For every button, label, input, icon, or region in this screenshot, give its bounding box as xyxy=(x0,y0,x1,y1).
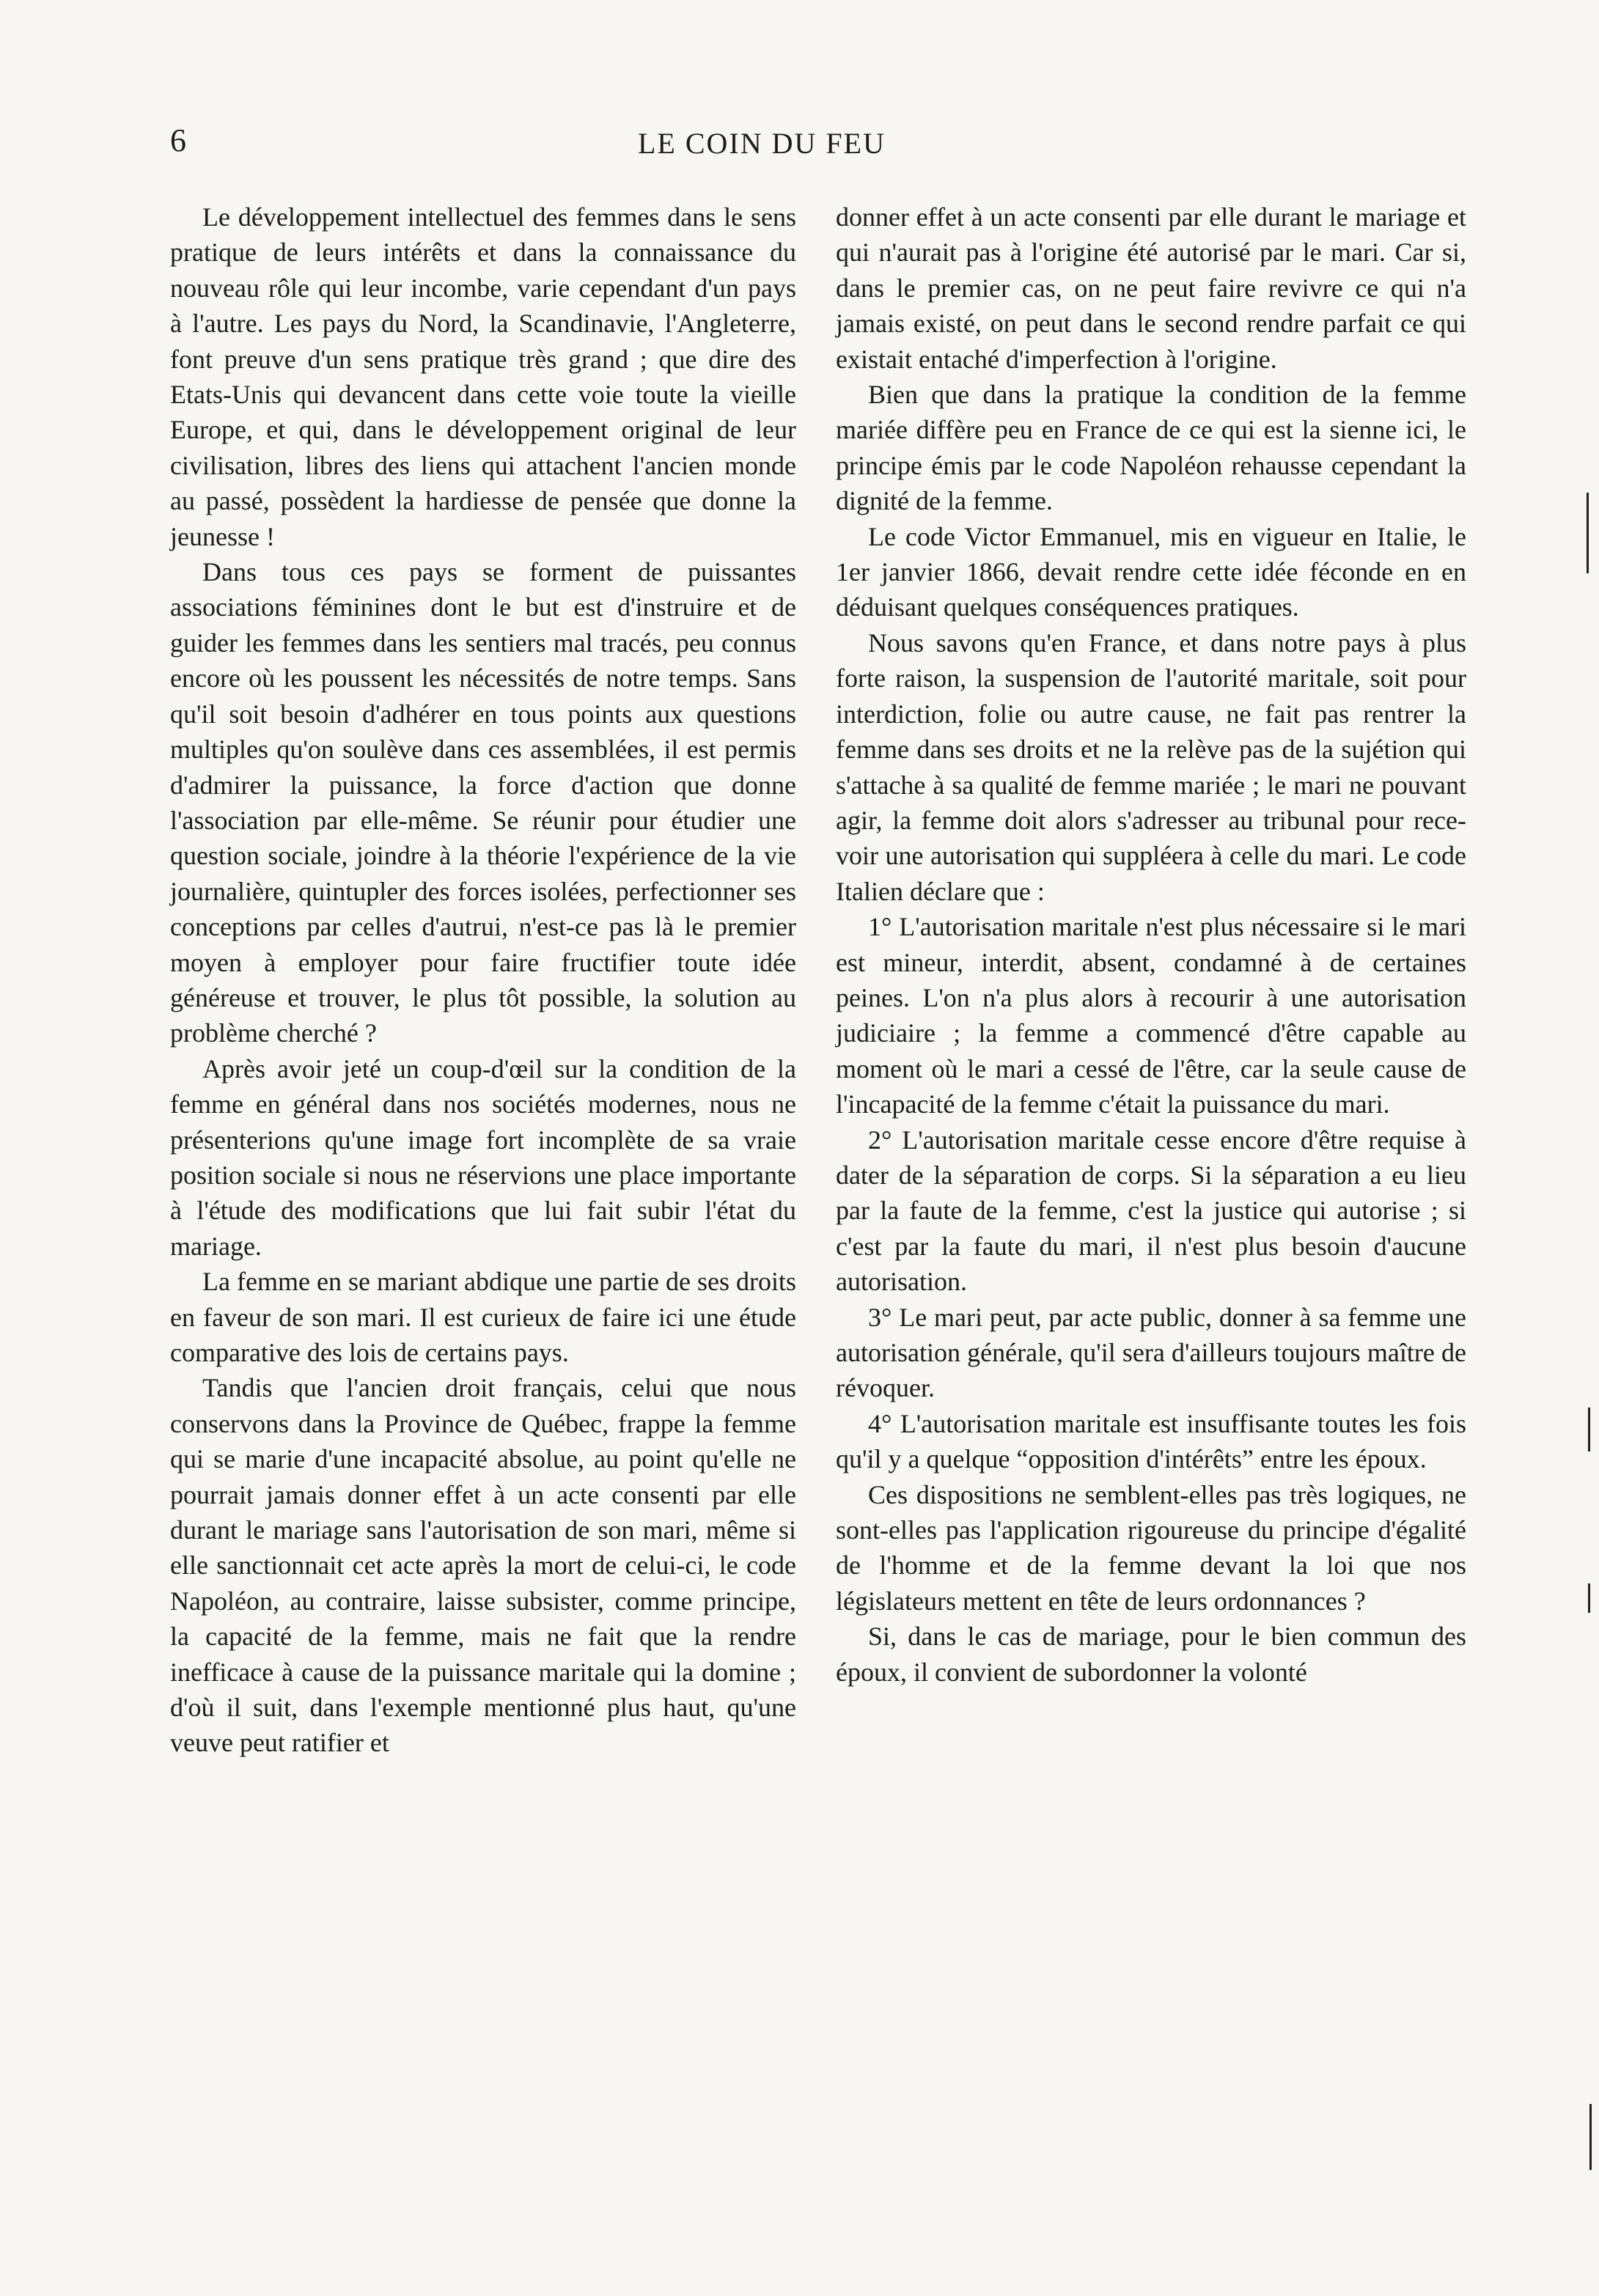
paragraph-continued: donner effet à un acte consenti par elle durant le mariage et qui n'aurait pas à l'origine été autorisé par le mari. Car si, dans le premier cas, on ne peut faire revivre ce qui n'a jamais existé, on peut dans le second rendre parfait ce qui existait entaché d'imperfection à l'origine. xyxy=(836,202,1466,374)
left-column xyxy=(170,199,796,1761)
edge-mark xyxy=(1588,1583,1590,1613)
list-item: 3° Le mari peut, par acte public, donner à sa femme une autorisation générale, qu'il sera d'ailleurs toujours maître de révoquer. xyxy=(836,1302,1466,1403)
list-item: 1° L'autorisation maritale n'est plus nécessaire si le mari est mineur, interdit, absent, condamné à de certaines peines. L'on n'a plus alors à recourir à une autorisation judiciaire ; la femme a commencé d'être capable au moment où le mari a cessé de l'être, car la seule cause de l'incapacité de la femme c'était la puissance du mari. xyxy=(836,912,1466,1119)
running-title: LE COIN DU FEU xyxy=(638,127,886,160)
paragraph: Le code Victor Emmanuel, mis en vigueur en Italie, le 1er janvier 1866, devait rendre cette idée féconde en en déduisant quelques conséquences pratiques. xyxy=(836,521,1466,622)
list-item: 4° L'autorisation maritale est insuffisante toutes les fois qu'il y a quelque “opposition d'intérêts” entre les époux. xyxy=(836,1408,1466,1474)
paragraph: Le développement intellectuel des femmes dans le sens pratique de leurs intérêts et dans la connaissance du nouveau rôle qui leur incombe, varie cependant d'un pays à l'autre. Les pays du Nord, la Scandinavie, l'Angleterre, font preuve d'un sens pratique très grand ; que dire des Etats-Unis qui devancent dans cette voie toute la vieille Europe, et qui, dans le développement original de leur civilisation, libres des liens qui attachent l'ancien monde au passé, possèdent la hardiesse de pensée que donne la jeunesse ! xyxy=(170,202,796,551)
paragraph: Bien que dans la pratique la condition de la femme mariée diffère peu en France de ce qui est la sienne ici, le principe émis par le code Napoléon rehausse cependant la dignité de la femme. xyxy=(836,380,1466,516)
paragraph: Tandis que l'ancien droit français, celui que nous conservons dans la Province de Québec, frappe la femme qui se marie d'une incapacité absolue, au point qu'elle ne pourrait jamais donner effet à un acte consenti par elle durant le mariage sans l'autorisation de son mari, même si elle sanctionnait cet acte après la mort de celui-ci, le code Napoléon, au contraire, laisse subsister, comme principe, la capacité de la femme, mais ne fait que la rendre inefficace à cause de la puissance maritale qui la domine ; d'où il suit, dans l'exemple mentionné plus haut, qu'une veuve peut ratifier et xyxy=(170,1373,796,1758)
paragraph: Ces dispositions ne semblent-elles pas très logiques, ne sont-elles pas l'application rigoureuse du principe d'égalité de l'homme et de la femme devant la loi que nos législateurs mettent en tête de leurs ordonnances ? xyxy=(836,1479,1466,1616)
list-item: 2° L'autorisation maritale cesse encore d'être requise à dater de la séparation de corps. Si la séparation a eu lieu par la faute de la femme, c'est la justice qui autorise ; si c'est par la faute du mari, il n'est plus besoin d'aucune autorisation. xyxy=(836,1125,1466,1297)
page-number: 6 xyxy=(170,122,186,158)
paragraph: Nous savons qu'en France, et dans notre pays à plus forte raison, la suspension de l'autorité maritale, soit pour interdiction, folie ou autre cause, ne fait pas rentrer la femme dans ses droits et ne la relève pas de la sujétion qui s'attache à sa qualité de femme mariée ; le mari ne pouvant agir, la femme doit alors s'adresser au tribunal pour recevoir une autorisation qui suppléera à celle du mari. Le code Italien déclare que : xyxy=(836,628,1466,906)
edge-mark xyxy=(1587,493,1589,573)
edge-mark xyxy=(1589,2104,1592,2170)
paragraph: La femme en se mariant abdique une partie de ses droits en faveur de son mari. Il est curieux de faire ici une étude comparative des lois de certains pays. xyxy=(170,1267,796,1367)
edge-mark xyxy=(1588,1408,1590,1451)
paragraph: Après avoir jeté un coup-d'œil sur la condition de la femme en général dans nos sociétés modernes, nous ne présenterions qu'une image fort incomplète de sa vraie position sociale si nous ne réservions une place importante à l'étude des modifications que lui fait subir l'état du mariage. xyxy=(170,1053,796,1261)
paragraph: Si, dans le cas de mariage, pour le bien commun des époux, il convient de subordonner la volonté xyxy=(836,1622,1466,1687)
right-column xyxy=(836,199,1466,1690)
paragraph: Dans tous ces pays se forment de puissantes associations féminines dont le but est d'instruire et de guider les femmes dans les sentiers mal tracés, peu connus encore où les poussent les nécessités de notre temps. Sans qu'il soit besoin d'adhérer en tous points aux questions multiples qu'on soulève dans ces assemblées, il est permis d'admirer la puissance, la force d'action que donne l'association par elle-même. Se réunir pour étudier une question sociale, joindre à la théorie l'expérience de la vie journalière, quintupler des forces isolées, perfectionner ses conceptions par celles d'autrui, n'est-ce pas là le premier moyen à employer pour faire fructifier toute idée généreuse et trouver, le plus tôt possible, la solution au problème cherché ? xyxy=(170,557,796,1048)
